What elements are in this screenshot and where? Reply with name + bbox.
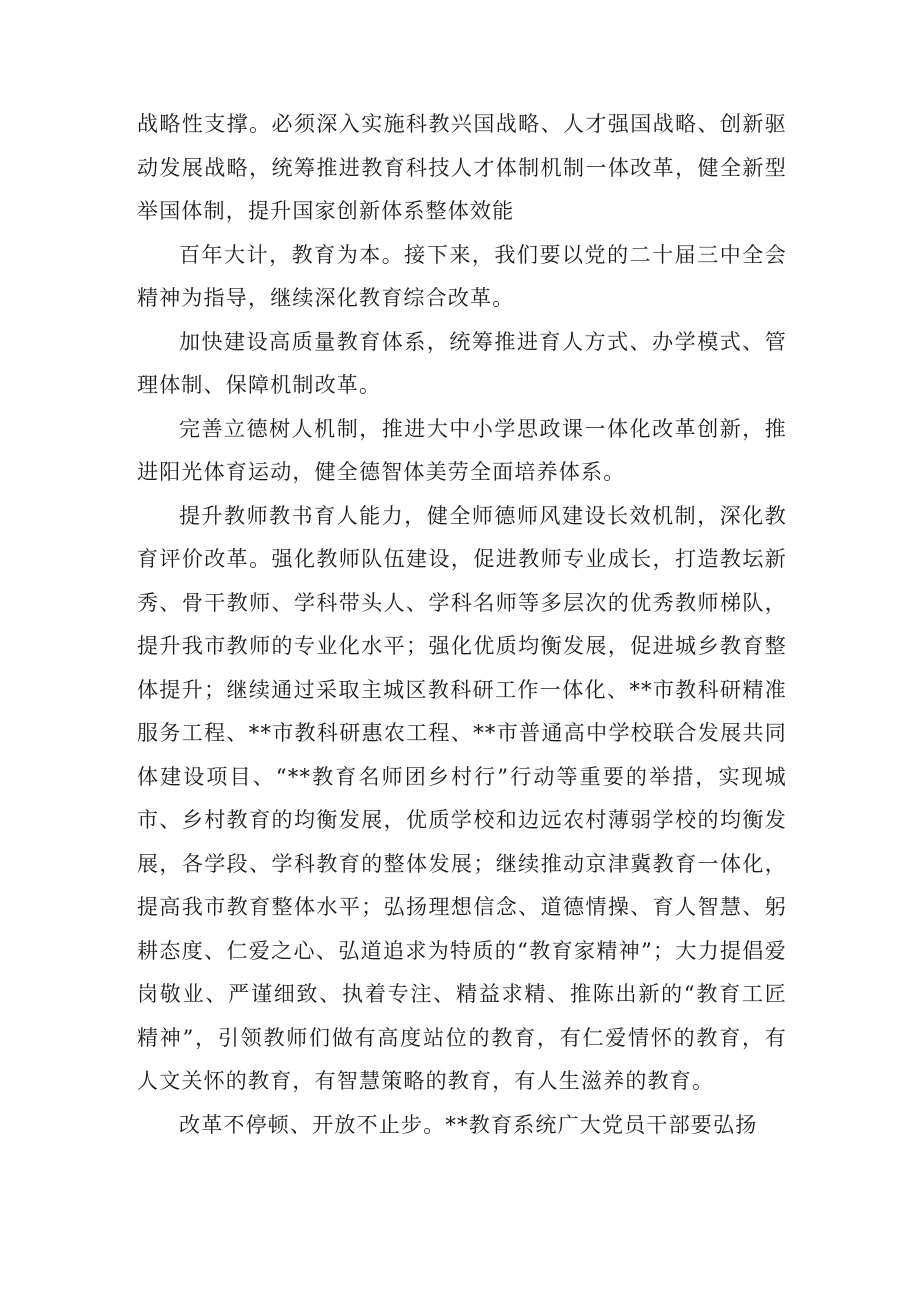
paragraph: 改革不停顿、开放不止步。**教育系统广大党员干部要弘扬 bbox=[179, 1112, 758, 1137]
paragraph: 提升教师教书育人能力，健全师德师风建设长效机制，深化教育评价改革。强化教师队伍建设，促进教师专业成长，打造教坛新秀、骨干教师、学科带头人、学科名师等多层次的优秀教师梯队，提升我市教师的专业化水平；强化优质均衡发展，促进城乡教育整体提升；继续通过采取主城区教科研工作一体化、**市教科研精准服务工程、**市教科研惠农工程、**市普通高中学校联合发展共同体建设项目、“**教育名师团乡村行”行动等重要的举措，实现城市、乡村教育的均衡发展，优质学校和边远农村薄弱学校的均衡发展，各学段、学科教育的整体发展；继续推动京津冀教育一体化，提高我市教育整体水平；弘扬理想信念、道德情操、育人智慧、躬耕态度、仁爱之心、弘道追求为特质的“教育家精神”；大力提倡爱岗敬业、严谨细致、执着专注、精益求精、推陈出新的“教育工匠精神”，引领教师们做有高度站位的教育，有仁爱情怀的教育，有人文关怀的教育，有智慧策略的教育，有人生滋养的教育。 bbox=[137, 503, 787, 1093]
paragraph-continued: 战略性支撑。必须深入实施科教兴国战略、人才强国战略、创新驱动发展战略，统筹推进教育科技人才体制机制一体改革，健全新型举国体制，提升国家创新体系整体效能 bbox=[137, 112, 787, 223]
paragraph: 完善立德树人机制，推进大中小学思政课一体化改革创新，推进阳光体育运动，健全德智体美劳全面培养体系。 bbox=[137, 416, 787, 484]
document-body bbox=[137, 103, 787, 1147]
paragraph: 加快建设高质量教育体系，统筹推进育人方式、办学模式、管理体制、保障机制改革。 bbox=[137, 329, 787, 397]
paragraph: 百年大计，教育为本。接下来，我们要以党的二十届三中全会精神为指导，继续深化教育综合改革。 bbox=[137, 242, 787, 310]
